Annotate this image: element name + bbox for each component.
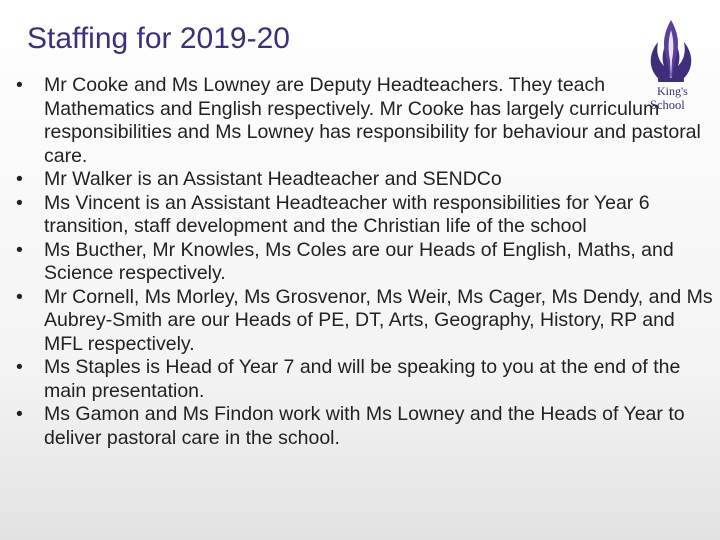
slide-title: Staffing for 2019-20 (27, 22, 290, 55)
bullet-marker: • (16, 403, 23, 425)
bullet-marker: • (16, 74, 23, 96)
list-item (16, 403, 716, 450)
list-item (16, 286, 716, 357)
bullet-text: Ms Staples is Head of Year 7 and will be speaking to you at the end of the main presentation. (44, 356, 681, 402)
list-item (16, 192, 716, 239)
bullet-marker: • (16, 238, 23, 261)
bullet-text: Ms Bucther, Mr Knowles, Ms Coles are our Heads of English, Maths, and Science respectively. (44, 238, 674, 284)
bullet-marker: • (16, 191, 23, 214)
bullet-list (16, 74, 716, 450)
bullet-text: Mr Cornell, Ms Morley, Ms Grosvenor, Ms Weir, Ms Cager, Ms Dendy, and Ms Aubrey-Smith are our Heads of PE, DT, Arts, Geography, History, RP and MFL respectively. (44, 285, 713, 355)
bullet-text: Ms Gamon and Ms Findon work with Ms Lowney and the Heads of Year to deliver pastoral care in the school. (44, 403, 685, 449)
bullet-text: Mr Cooke and Ms Lowney are Deputy Headteachers. They teach Mathematics and English respectively. Mr Cooke has largely curriculum responsibilities and Ms Lowney has responsibility for behaviour and pastoral care. (44, 74, 701, 167)
list-item (16, 168, 716, 192)
logo-text-kings: King's (657, 84, 688, 98)
bullet-marker: • (16, 285, 23, 308)
bullet-marker: • (16, 168, 23, 190)
logo-text-school: School (650, 98, 685, 112)
list-item (16, 239, 716, 286)
list-item (16, 74, 716, 168)
bullet-text: Ms Vincent is an Assistant Headteacher with responsibilities for Year 6 transition, staff development and the Christian life of the school (44, 191, 650, 237)
list-item (16, 356, 716, 403)
bullet-text: Mr Walker is an Assistant Headteacher and SENDCo (44, 168, 502, 190)
bullet-marker: • (16, 356, 23, 378)
